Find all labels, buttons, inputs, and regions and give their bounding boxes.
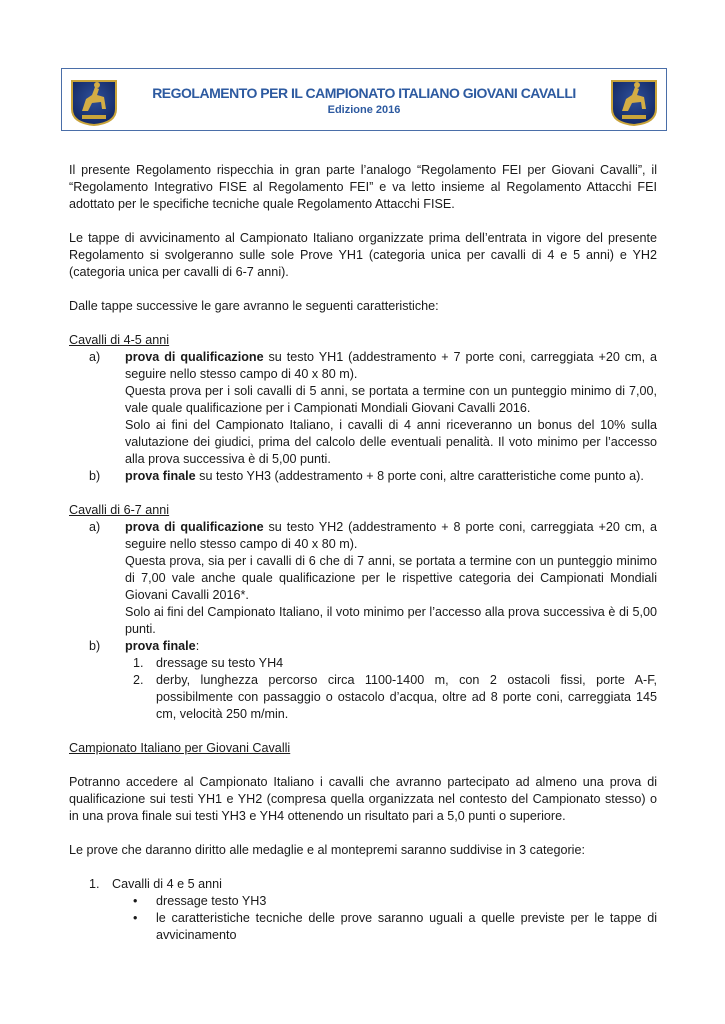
item-text: dressage testo YH3 <box>156 894 267 908</box>
item-text: : <box>195 639 200 653</box>
sub-list-item <box>69 655 657 672</box>
item-paragraph: Solo ai fini del Campionato Italiano, i cavalli di 4 anni riceveranno un bonus del 10% sulla valutazione dei giudici, prima del calcolo delle eventuali penalità. Il voto minimo per l’accesso alla prova successiva è di 5,00 punti. <box>125 418 657 466</box>
bullet-marker: • <box>133 894 138 908</box>
section-heading: Cavalli di 6-7 anni <box>69 503 170 517</box>
item-text: derby, lunghezza percorso circa 1100-1400 m, con 2 ostacoli fissi, porte A-F, possibilmente con passaggio o ostacolo d’acqua, oltre ad 8 porte coni, carreggiata 145 cm, velocità 250 m/min. <box>156 673 657 721</box>
item-text: dressage su testo YH4 <box>156 656 284 670</box>
paragraph: Il presente Regolamento rispecchia in gran parte l’analogo “Regolamento FEI per Giovani Cavalli”, il “Regolamento Integrativo FISE al Regolamento FEI” e va letto insieme al Regolamento Attacchi FEI adottato per le specifiche tecniche quale Regolamento Attacchi FISE. <box>69 163 657 211</box>
document-body <box>69 162 657 944</box>
list-marker: 2. <box>133 673 144 687</box>
item-text: su testo YH3 (addestramento + 8 porte coni, altre caratteristiche come punto a). <box>195 469 644 483</box>
item-paragraph: Questa prova per i soli cavalli di 5 anni, se portata a termine con un punteggio minimo di 7,00, vale quale qualificazione per i Campionati Mondiali Giovani Cavalli 2016. <box>125 384 657 415</box>
list-item <box>69 638 657 655</box>
list-marker: b) <box>89 469 101 483</box>
item-text: le caratteristiche tecniche delle prove saranno uguali a quelle previste per le tappe di avvicinamento <box>156 911 657 942</box>
list-item <box>69 468 657 485</box>
paragraph: Potranno accedere al Campionato Italiano i cavalli che avranno partecipato ad almeno una prova di qualificazione sui testi YH1 e YH2 (compresa quella organizzata nel contesto del Campionato stesso) o in una prova finale sui testi YH3 e YH4 ottenendo un risultato pari a 5,0 punti o superiore. <box>69 775 657 823</box>
list-item <box>69 519 657 553</box>
bullet-marker: • <box>133 911 138 925</box>
bold-term: prova finale <box>125 469 196 483</box>
document-header <box>61 68 667 131</box>
item-text: su testo YH1 (addestramento + 7 porte coni, carreggiata +20 cm, a seguire nello stesso campo di 40 x 80 m). <box>125 350 657 381</box>
list-marker: a) <box>89 520 101 534</box>
list-marker: b) <box>89 639 101 653</box>
document-subtitle: Edizione 2016 <box>327 104 401 116</box>
horse-rider-logo <box>608 75 660 127</box>
bold-term: prova finale <box>125 639 196 653</box>
section-heading: Cavalli di 4-5 anni <box>69 333 170 347</box>
list-item <box>69 349 657 383</box>
paragraph: Dalle tappe successive le gare avranno le seguenti caratteristiche: <box>69 299 439 313</box>
item-paragraph: Solo ai fini del Campionato Italiano, il voto minimo per l’accesso alla prova successiva è di 5,00 punti. <box>125 605 657 636</box>
horse-rider-logo <box>68 75 120 127</box>
paragraph: Le prove che daranno diritto alle medaglie e al montepremi saranno suddivise in 3 categorie: <box>69 843 585 857</box>
item-paragraph: Questa prova, sia per i cavalli di 6 che di 7 anni, se portata a termine con un punteggio minimo di 7,00 vale anche quale qualificazione per le rispettive categoria dei Campionati Mondiali Giovani Cavalli 2016*. <box>125 554 657 602</box>
document-title: REGOLAMENTO PER IL CAMPIONATO ITALIANO GIOVANI CAVALLI <box>152 85 576 101</box>
list-marker: 1. <box>89 877 100 891</box>
item-text: su testo YH2 (addestramento + 8 porte coni, carreggiata +20 cm, a seguire nello stesso campo di 40 x 80 m). <box>125 520 657 551</box>
bullet-item <box>69 893 657 910</box>
sub-list-item <box>69 672 657 723</box>
item-text: Cavalli di 4 e 5 anni <box>112 877 222 891</box>
paragraph: Le tappe di avvicinamento al Campionato Italiano organizzate prima dell’entrata in vigore del presente Regolamento si svolgeranno sulle sole Prove YH1 (categoria unica per cavalli di 4 e 5 anni) e YH2 (categoria unica per cavalli di 6-7 anni). <box>69 231 657 279</box>
list-marker: a) <box>89 350 101 364</box>
section-heading: Campionato Italiano per Giovani Cavalli <box>69 741 291 755</box>
numbered-item <box>69 876 657 893</box>
bold-term: prova di qualificazione <box>125 350 264 364</box>
bold-term: prova di qualificazione <box>125 520 264 534</box>
bullet-item <box>69 910 657 944</box>
list-marker: 1. <box>133 656 144 670</box>
